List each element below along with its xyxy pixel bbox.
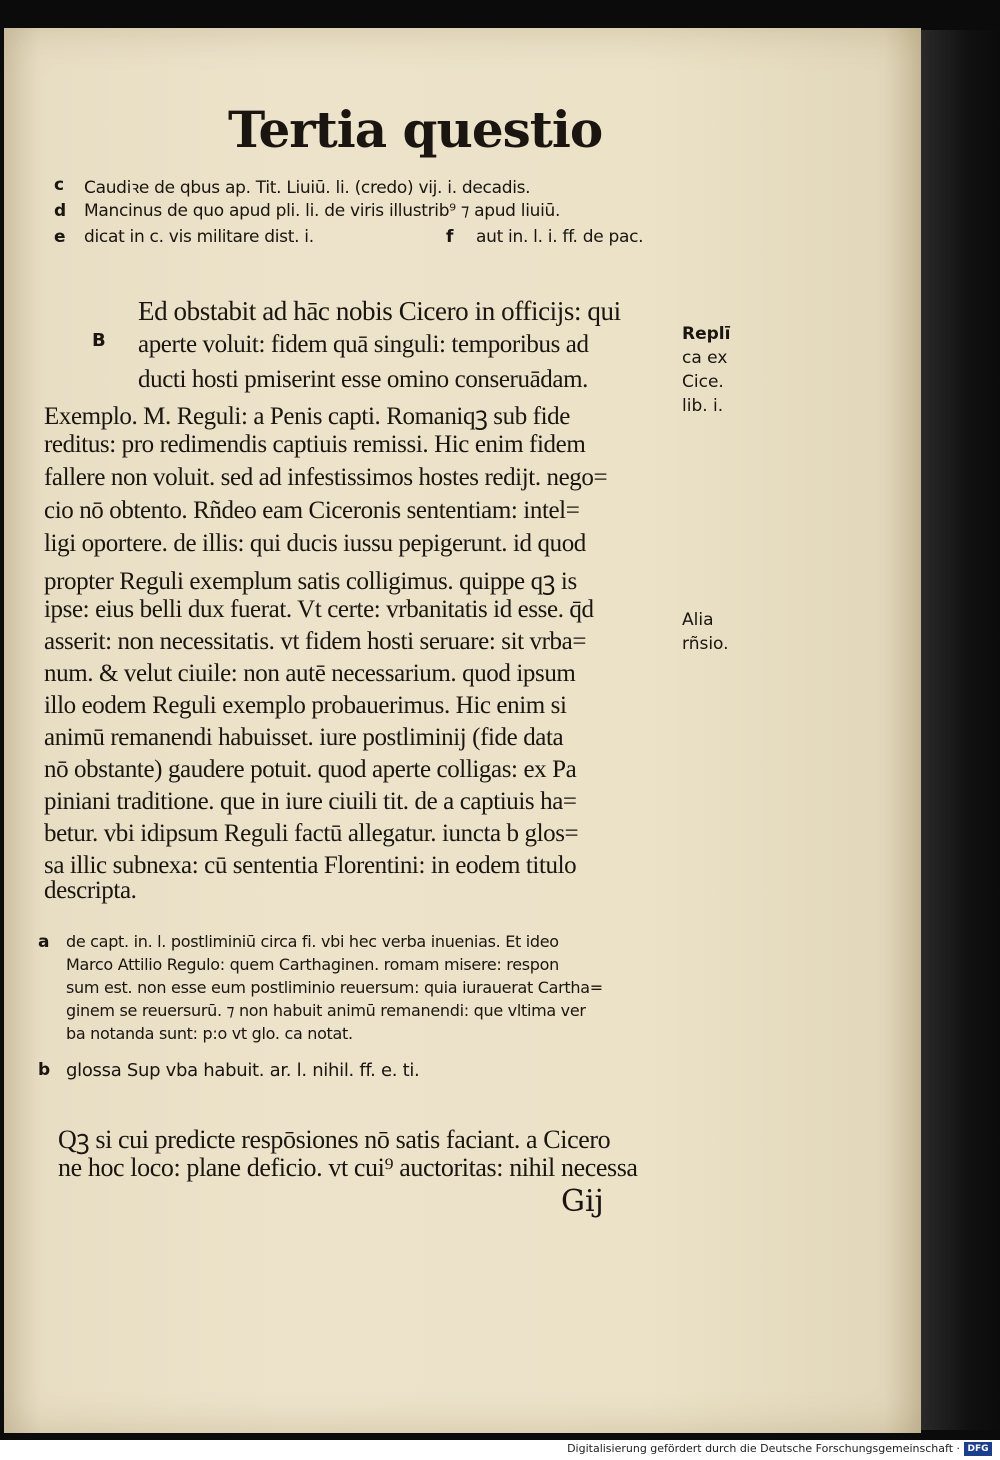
body-line: asserit: non necessitatis. vt fidem hosti seruare: sit vrba=	[44, 628, 587, 655]
note-letter-d: d	[54, 201, 67, 221]
margin-note-line: Alia	[682, 610, 714, 630]
body-line: animū remanendi habuisset. iure postliminij (fide data	[44, 724, 564, 751]
body-line: illo eodem Reguli exemplo probauerimus. Hic enim si	[44, 692, 567, 719]
footnote-line: ginem se reuersurū. ⁊ non habuit animū remanendi: que vltima ver	[66, 1001, 586, 1020]
margin-note-alia	[682, 608, 729, 656]
closing-line: ne hoc loco: plane deficio. vt cui⁹ auctoritas: nihil necessa	[58, 1153, 638, 1182]
closing-line: Qꝫ si cui predicte respōsiones nō satis faciant. a Cicero	[58, 1125, 611, 1154]
footnote-letter-a: a	[38, 932, 50, 952]
top-note-line: Mancinus de quo apud pli. li. de viris illustrib⁹ ⁊ apud liuiū.	[84, 201, 561, 221]
body-line: num. & velut ciuile: non autē necessarium. quod ipsum	[44, 660, 576, 687]
page-title: Tertia questio	[228, 100, 603, 159]
body-line: cio nō obtento. Rñdeo eam Ciceronis sententiam: intel=	[44, 497, 580, 524]
footnote-letter-b: b	[38, 1060, 51, 1080]
body-line: ligi oportere. de illis: qui ducis iussu pepigerunt. id quod	[44, 530, 586, 557]
body-line: aperte voluit: fidem quā singuli: temporibus ad	[138, 331, 589, 358]
margin-note-line: lib. i.	[682, 396, 724, 416]
body-line: fallere non voluit. sed ad infestissimos hostes redijt. nego=	[44, 464, 608, 491]
body-line: Exemplo. M. Reguli: a Penis capti. Romaniqꝫ sub fide	[44, 403, 570, 430]
margin-note-line: Cice.	[682, 372, 724, 392]
body-line: reditus: pro redimendis captiuis remissi. Hic enim fidem	[44, 431, 586, 458]
body-line: ipse: eius belli dux fuerat. Vt certe: vrbanitatis id esse. q̄d	[44, 596, 594, 623]
top-note-line: Caudiꝛe de qbus ap. Tit. Liuiū. li. (credo) vij. i. decadis.	[84, 178, 531, 198]
body-line: propter Reguli exemplum satis colligimus. quippe qꝫ is	[44, 568, 577, 595]
body-line: sa illic subnexa: cū sententia Florentini: in eodem titulo	[44, 852, 577, 879]
footnote-line: glossa Sup vba habuit. ar. l. nihil. ff. e. ti.	[66, 1060, 420, 1081]
top-note-line: dicat in c. vis militare dist. i.	[84, 227, 314, 247]
page-edge	[921, 30, 1000, 1430]
body-line: ducti hosti pmiserint esse omino conseruādam.	[138, 366, 588, 393]
note-letter-e: e	[54, 227, 66, 247]
footnote-line: de capt. in. l. postliminiū circa fi. vbi hec verba inuenias. Et ideo	[66, 932, 559, 951]
credit-text: Digitalisierung gefördert durch die Deutsche Forschungsgemeinschaft ·	[567, 1442, 960, 1455]
signature-mark: Gij	[561, 1184, 604, 1219]
margin-note-replica	[682, 322, 730, 418]
dfg-logo-icon: DFG	[964, 1442, 992, 1456]
footnote-line: Marco Attilio Regulo: quem Carthaginen. romam misere: respon	[66, 955, 559, 974]
margin-note-line: rñsio.	[682, 634, 729, 654]
top-note-line: aut in. l. i. ff. de pac.	[476, 227, 644, 247]
body-line: Ed obstabit ad hāc nobis Cicero in officijs: qui	[138, 296, 621, 326]
body-line: descripta.	[44, 877, 137, 904]
footnote-line: sum est. non esse eum postliminio reuersum: quia iurauerat Cartha=	[66, 978, 603, 997]
body-line: nō obstante) gaudere potuit. quod aperte colligas: ex Pa	[44, 756, 577, 783]
body-line: piniani traditione. que in iure ciuili tit. de a captiuis ha=	[44, 788, 577, 815]
footnote-line: ba notanda sunt: p:o vt glo. ca notat.	[66, 1024, 353, 1043]
body-marker: B	[92, 330, 106, 351]
note-letter-c: c	[54, 175, 65, 195]
body-line: betur. vbi idipsum Reguli factū allegatur. iuncta b glos=	[44, 820, 579, 847]
margin-note-line: ca ex	[682, 348, 728, 368]
note-letter-f: f	[446, 227, 454, 247]
margin-note-line: Replī	[682, 324, 731, 344]
